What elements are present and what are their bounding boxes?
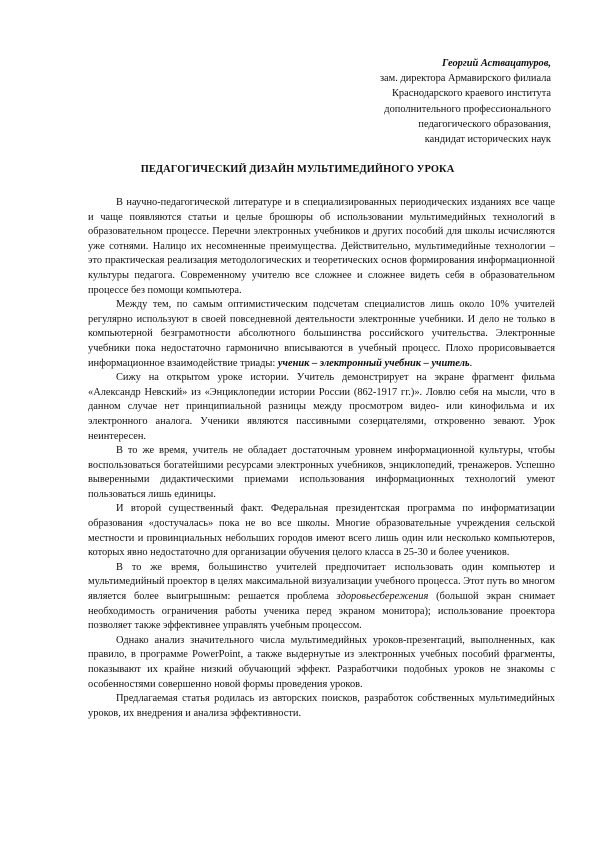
author-position-line: Краснодарского краевого института (391, 88, 551, 100)
author-name: Георгий Аствацатуров, (442, 58, 551, 69)
author-block (291, 56, 551, 147)
paragraph-2-text: Между тем, по самым оптимистическим подсчетам специалистов лишь около 10% учителей регулярно используют в своей повседневной деятельности электронные учебники. И дело не только в компьютерной безграмотности абсолютного большинства российского учительства. Электронные учебники пока недостаточно гармонично вписываются в учебный процесс. Плохо прорисовывается информационное взаимодействие триады: (88, 299, 555, 369)
health-saving-emphasis: здоровьесбережения (336, 591, 429, 603)
paragraph-6-end: (большой экран снимает необходимость ограничения работы ученика перед экраном монитора); использование проектора позволяет также эффективнее управлять учебным процессом. (88, 591, 555, 632)
author-position-line: зам. директора Армавирского филиала (379, 73, 551, 85)
paragraph-8: Предлагаемая статья родилась из авторских поисков, разработок собственных мультимедийных уроков, их внедрения и анализа эффективности. (88, 693, 555, 719)
paragraph-3: Сижу на открытом уроке истории. Учитель демонстрирует на экране фрагмент фильма «Александр Невский» из «Энциклопедии истории России (862-1917 гг.)». Ловлю себя на мысли, что в данном случае нет принципиальной разницы между просмотром видео- или кинофильма и их электронного аналога. Ученики являются пассивными созерцателями, откровенно зевают. Урок неинтересен. (88, 372, 555, 442)
author-position-line: педагогического образования, (418, 118, 551, 130)
article-body (88, 196, 555, 721)
paragraph-1: В научно-педагогической литературе и в специализированных периодических изданиях все чаще и чаще появляются статьи и целые брошюры об использовании мультимедийных технологий в образовательном процессе. Перечни электронных учебников и других пособий для школы исчисляются уже сотнями. Налицо их несомненные преимущества. Действительно, мультимедийные технологии – это практическая реализация методологических и теоретических основ формирования информационной культуры педагога. Современному учителю все сложнее и сложнее видеть себя в образовательном процессе без помощи компьютера. (88, 197, 555, 296)
author-position-line: дополнительного профессионального (384, 103, 551, 115)
paragraph-5: И второй существенный факт. Федеральная президентская программа по информатизации образования «достучалась» пока не во все школы. Многие образовательные учреждения сельской местности и провинциальных небольших городов имеют всего лишь один или несколько компьютеров, которых явно недостаточно для организации обучения целого класса в 25-30 и более учеников. (88, 503, 555, 559)
paragraph-2 (88, 298, 555, 371)
paragraph-4: В то же время, учитель не обладает достаточным уровнем информационной культуры, чтобы воспользоваться богатейшими ресурсами электронных учебников, энциклопедий, тренажеров. Успешно выверенными дидактическими приемами использования информационных технологий умеют пользоваться лишь единицы. (88, 445, 555, 500)
triad-emphasis: ученик – электронный учебник – учитель (277, 357, 470, 369)
paragraph-6 (88, 561, 555, 634)
author-position-line: кандидат исторических наук (424, 134, 551, 146)
paragraph-2-end: . (469, 357, 473, 369)
paragraph-7: Однако анализ значительного числа мультимедийных уроков-презентаций, выполненных, как правило, в программе PowerPoint, а также выдернутые из электронных учебных пособий фрагменты, показывают их крайне низкий обучающий эффект. Разработчики подобных уроков не знакомы с особенностями совершенно новой формы проведения уроков. (88, 634, 555, 690)
article-title: ПЕДАГОГИЧЕСКИЙ ДИЗАЙН МУЛЬТИМЕДИЙНОГО УРОКА (140, 164, 455, 175)
paragraph-6-text: В то же время, большинство учителей предпочитает использовать один компьютер и мультимедийный проектор в целях максимальной визуализации учебного процесса. Этот путь во многом является более выигрышным: решается проблема (88, 561, 555, 603)
